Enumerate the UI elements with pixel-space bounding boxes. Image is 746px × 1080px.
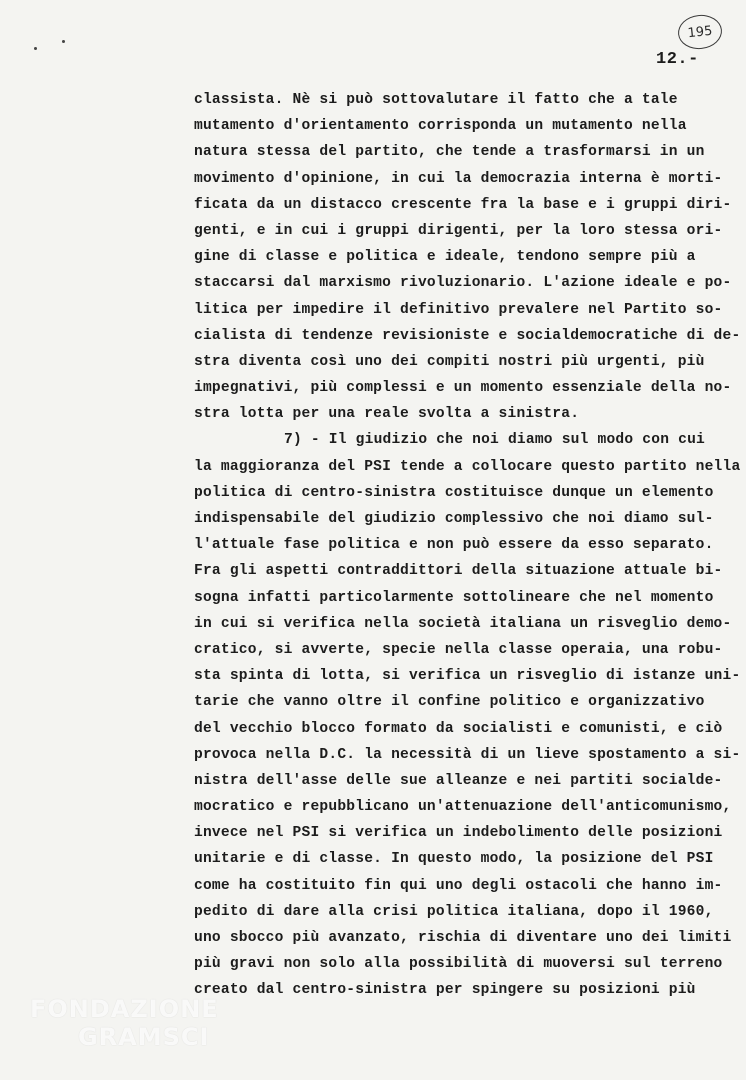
text-line: in cui si verifica nella società italiana un risveglio demo- bbox=[194, 615, 732, 632]
page-number: 12.- bbox=[656, 50, 699, 69]
text-line: unitarie e di classe. In questo modo, la posizione del PSI bbox=[194, 851, 714, 868]
text-line: movimento d'opinione, in cui la democrazia interna è morti- bbox=[194, 170, 723, 187]
text-line: invece nel PSI si verifica un indebolimento delle posizioni bbox=[194, 825, 723, 842]
text-line: provoca nella D.C. la necessità di un lieve spostamento a si- bbox=[194, 746, 741, 763]
text-line: impegnativi, più complessi e un momento essenziale della no- bbox=[194, 380, 732, 397]
typewritten-body bbox=[194, 87, 740, 1004]
text-line: creato dal centro-sinistra per spingere su posizioni più bbox=[194, 982, 696, 999]
text-line: come ha costituito fin qui uno degli ostacoli che hanno im- bbox=[194, 877, 723, 894]
text-line: Fra gli aspetti contraddittori della situazione attuale bi- bbox=[194, 563, 723, 580]
text-line: ficata da un distacco crescente fra la base e i gruppi diri- bbox=[194, 196, 732, 213]
text-line: stra lotta per una reale svolta a sinistra. bbox=[194, 406, 580, 423]
text-line: del vecchio blocco formato da socialisti e comunisti, e ciò bbox=[194, 720, 723, 737]
text-line: tarie che vanno oltre il confine politico e organizzativo bbox=[194, 694, 705, 711]
text-line: più gravi non solo alla possibilità di muoversi sul terreno bbox=[194, 956, 723, 973]
archive-number-stamp: 195 bbox=[676, 13, 723, 51]
text-line: uno sbocco più avanzato, rischia di diventare uno dei limiti bbox=[194, 930, 732, 946]
text-line: la maggioranza del PSI tende a collocare questo partito nella bbox=[194, 458, 741, 475]
text-line: indispensabile del giudizio complessivo che noi diamo sul- bbox=[194, 511, 714, 527]
section-heading-line: 7) - Il giudizio che noi diamo sul modo con cui bbox=[284, 432, 706, 449]
text-line: cratico, si avverte, specie nella classe operaia, una robu- bbox=[194, 641, 723, 658]
text-line: gine di classe e politica e ideale, tendono sempre più a bbox=[194, 249, 696, 266]
text-line: politica di centro-sinistra costituisce dunque un elemento bbox=[194, 484, 714, 501]
fondazione-gramsci-watermark bbox=[30, 995, 219, 1051]
watermark-line-1: FONDAZIONE bbox=[30, 995, 219, 1023]
text-line: sogna infatti particolarmente sottolineare che nel momento bbox=[194, 589, 714, 606]
text-line: nistra dell'asse delle sue alleanze e nei partiti socialde- bbox=[194, 772, 723, 789]
watermark-line-2: GRAMSCI bbox=[78, 1023, 210, 1051]
text-line: genti, e in cui i gruppi dirigenti, per la loro stessa ori- bbox=[194, 222, 723, 239]
text-line: l'attuale fase politica e non può essere da esso separato. bbox=[194, 537, 714, 554]
text-line: pedito di dare alla crisi politica italiana, dopo il 1960, bbox=[194, 903, 714, 920]
text-line: mocratico e repubblicano un'attenuazione dell'anticomunismo, bbox=[194, 799, 732, 816]
text-line: cialista di tendenze revisioniste e socialdemocratiche di de- bbox=[194, 327, 741, 344]
text-line: sta spinta di lotta, si verifica un risveglio di istanze uni- bbox=[194, 668, 741, 685]
text-line: stra diventa così uno dei compiti nostri più urgenti, più bbox=[194, 353, 705, 370]
text-line: mutamento d'orientamento corrisponda un mutamento nella bbox=[194, 118, 687, 135]
text-line: classista. Nè si può sottovalutare il fatto che a tale bbox=[194, 92, 678, 108]
text-line: staccarsi dal marxismo rivoluzionario. L'azione ideale e po- bbox=[194, 275, 732, 292]
margin-dot bbox=[34, 47, 37, 50]
text-line: litica per impedire il definitivo prevalere nel Partito so- bbox=[194, 301, 723, 318]
text-line: natura stessa del partito, che tende a trasformarsi in un bbox=[194, 144, 705, 161]
margin-dot bbox=[62, 40, 65, 43]
